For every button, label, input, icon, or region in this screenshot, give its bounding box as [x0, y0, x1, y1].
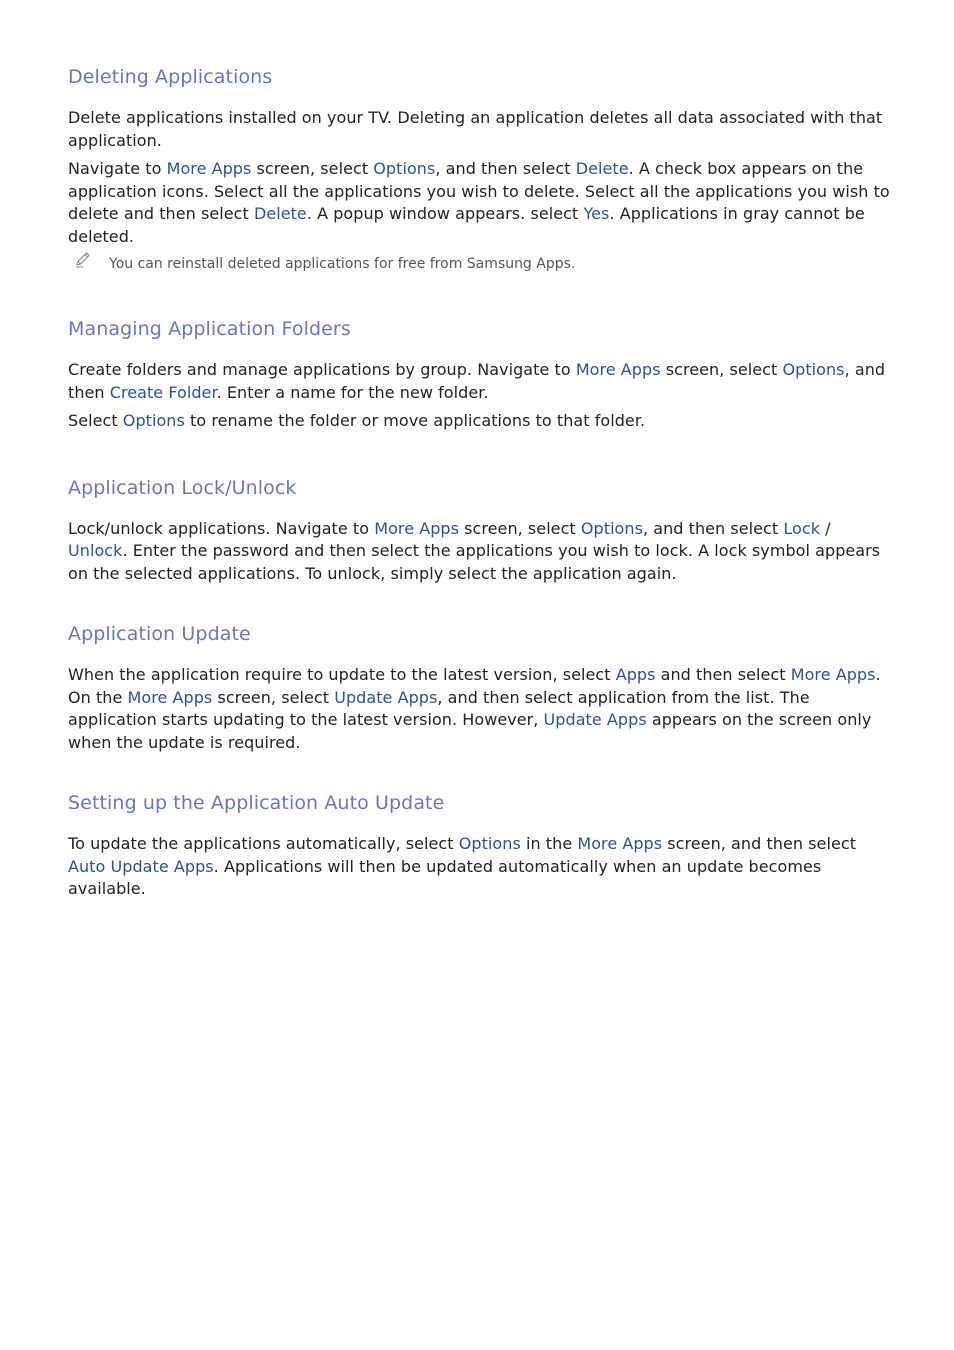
text-run: Create folders and manage applications by group. Navigate to	[68, 360, 576, 379]
section-title: Application Update	[68, 623, 251, 645]
text-run: . Applications will then be updated automatically when an update becomes available.	[68, 856, 822, 898]
paragraph	[68, 833, 890, 901]
section-deleting-applications	[68, 62, 890, 274]
text-run: , and then select application from the list. The application starts updating to the latest version. However,	[68, 687, 810, 729]
text-run: Select	[68, 411, 123, 430]
section-title: Managing Application Folders	[68, 318, 351, 340]
text-run: . On the	[68, 665, 881, 707]
text-run: To update the applications automatically, select	[68, 834, 459, 853]
text-run: appears on the screen only when the update is required.	[68, 710, 872, 752]
paragraph: Delete applications installed on your TV. Deleting an application deletes all data associated with that application.	[68, 108, 883, 150]
paragraph	[68, 664, 890, 754]
ui-term: Options	[373, 159, 436, 178]
text-run: When the application require to update to the latest version, select	[68, 665, 616, 684]
ui-term: Apps	[615, 665, 656, 684]
text-run: Lock/unlock applications. Navigate to	[68, 518, 375, 538]
ui-term: Yes	[583, 204, 610, 223]
section-title: Setting up the Application Auto Update	[68, 792, 445, 814]
ui-term: More Apps	[127, 687, 213, 707]
text-run: . A check box appears on the application icons. Select all the applications you wish to delete. Select all the applications you wish to delete and then select	[68, 159, 890, 223]
paragraph	[68, 158, 890, 248]
section-managing-folders	[68, 314, 890, 433]
text-run: screen, select	[660, 360, 783, 379]
text-run: to rename the folder or move applications to that folder.	[184, 411, 646, 430]
paragraph	[68, 518, 890, 586]
text-run: screen, select	[251, 159, 374, 178]
ui-term: Options	[580, 518, 643, 538]
ui-term: Auto Update Apps	[68, 856, 214, 876]
section-auto-update	[68, 788, 890, 901]
text-run: and then select	[655, 665, 791, 684]
ui-term: More Apps	[575, 360, 661, 379]
note-text: You can reinstall deleted applications for free from Samsung Apps.	[109, 256, 576, 272]
ui-term: More Apps	[166, 159, 252, 178]
text-run: , and then select	[642, 518, 784, 538]
paragraph	[68, 410, 890, 433]
text-run: . A popup window appears. select	[306, 204, 584, 223]
text-run: . Enter a name for the new folder.	[216, 382, 489, 402]
ui-term: More Apps	[790, 665, 876, 684]
section-lock-unlock	[68, 473, 890, 586]
ui-term: More Apps	[374, 518, 460, 538]
text-run: screen, select	[459, 518, 581, 538]
note	[68, 254, 890, 274]
section-title: Application Lock/Unlock	[68, 476, 297, 499]
text-run: , and then select	[435, 159, 576, 178]
text-run: in the	[520, 834, 578, 853]
text-run: screen, select	[212, 687, 335, 707]
ui-term: Delete	[253, 204, 307, 223]
ui-term: Unlock	[68, 541, 123, 560]
text-run: . Applications in gray cannot be deleted.	[68, 204, 865, 246]
ui-term: More Apps	[577, 834, 663, 853]
page-content	[68, 62, 890, 907]
ui-term: Create Folder	[109, 382, 217, 402]
text-run: /	[820, 518, 831, 538]
text-run: . Enter the password and then select the applications you wish to lock. A lock symbol appears on the selected applications. To unlock, simply select the application again.	[68, 541, 881, 583]
ui-term: Options	[458, 834, 521, 853]
text-run: , and then	[68, 360, 886, 402]
pencil-note-icon	[74, 251, 92, 269]
ui-term: Options	[122, 411, 185, 430]
text-run: screen, and then select	[662, 834, 857, 853]
text-run: Navigate to	[68, 159, 167, 178]
ui-term: Delete	[575, 159, 629, 178]
section-title: Deleting Applications	[68, 66, 273, 88]
ui-term: Options	[782, 360, 845, 379]
ui-term: Lock	[783, 518, 821, 538]
ui-term: Update Apps	[543, 710, 647, 729]
section-application-update	[68, 619, 890, 754]
paragraph	[68, 359, 890, 404]
ui-term: Update Apps	[334, 687, 438, 707]
